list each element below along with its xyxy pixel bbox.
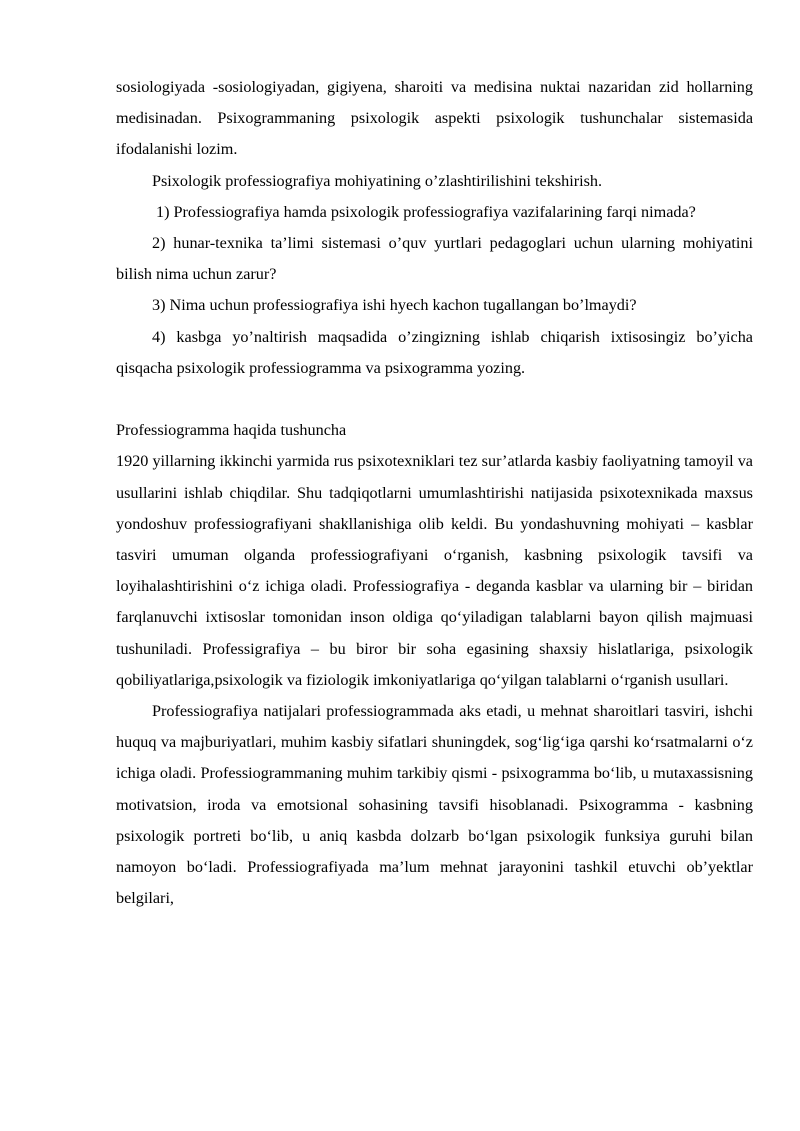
question-3: 3) Nima uchun professiografiya ishi hyech kachon tugallangan bo’lmaydi? <box>152 296 637 315</box>
question-4: 4) kasbga yo’naltirish maqsadida o’zingizning ishlab chiqarish ixtisosingiz bo’yicha qisqacha psixologik professiogramma va psixogramma yozing. <box>116 327 753 377</box>
paragraph-task-title: Psixologik professiografiya mohiyatining o’zlashtirilishini tekshirish. <box>152 171 603 190</box>
paragraph-results: Professiografiya natijalari professiogrammada aks etadi, u mehnat sharoitlari tasviri, ishchi huquq va majburiyatlari, muhim kasbiy sifatlari shuningdek, sog‘lig‘iga qarshi ko‘rsatmalarni o‘z ichiga oladi. Professiogrammaning muhim tarkibiy qismi - psixogramma bo‘lib, u mutaxassisning motivatsion, iroda va emotsional sohasining tavsifi hisoblanadi. Psixogramma - kasbning psixologik portreti bo‘lib, u aniq kasbda dolzarb bo‘lgan psixologik funksiya guruhi bilan namoyon bo‘ladi. Professiografiyada ma’lum mehnat jarayonini tashkil etuvchi ob’yektlar belgilari, <box>116 702 753 908</box>
question-1: 1) Professiografiya hamda psixologik professiografiya vazifalarining farqi nimada? <box>156 202 696 221</box>
question-2: 2) hunar-texnika ta’limi sistemasi o’quv yurtlari pedagoglari uchun ularning mohiyatini bilish nima uchun zarur? <box>116 234 753 284</box>
section-heading: Professiogramma haqida tushuncha <box>116 421 347 440</box>
paragraph-history: 1920 yillarning ikkinchi yarmida rus psixotexniklari tez sur’atlarda kasbiy faoliyatning tamoyil va usullarini ishlab chiqdilar. Shu tadqiqotlarni umumlashtirishi natijasida psixotexnikada maxsus yondoshuv professiografiyani shakllanishiga olib keldi. Bu yondashuvning mohiyati – kasblar tasviri umuman olganda professiografiyani o‘rganish, kasbning psixologik tavsifi va loyihalashtirishini o‘z ichiga oladi. Professiografiya - deganda kasblar va ularning bir – biridan farqlanuvchi ixtisoslar tomonidan inson oldiga qo‘yiladigan talablarni bayon qilish majmuasi tushuniladi. Professigrafiya – bu biror bir soha egasining shaxsiy hislatlariga, psixologik qobiliyatlariga,psixologik va fiziologik imkoniyatlariga qo‘yilgan talablarni o‘rganish usullari. <box>116 452 753 689</box>
blank-line <box>116 384 753 415</box>
document-body <box>116 72 753 914</box>
paragraph-intro: sosiologiyada -sosiologiyadan, gigiyena, sharoiti va medisina nuktai nazaridan zid hollarning medisinadan. Psixogrammaning psixologik aspekti psixologik tushunchalar sistemasida ifodalanishi lozim. <box>116 78 753 159</box>
